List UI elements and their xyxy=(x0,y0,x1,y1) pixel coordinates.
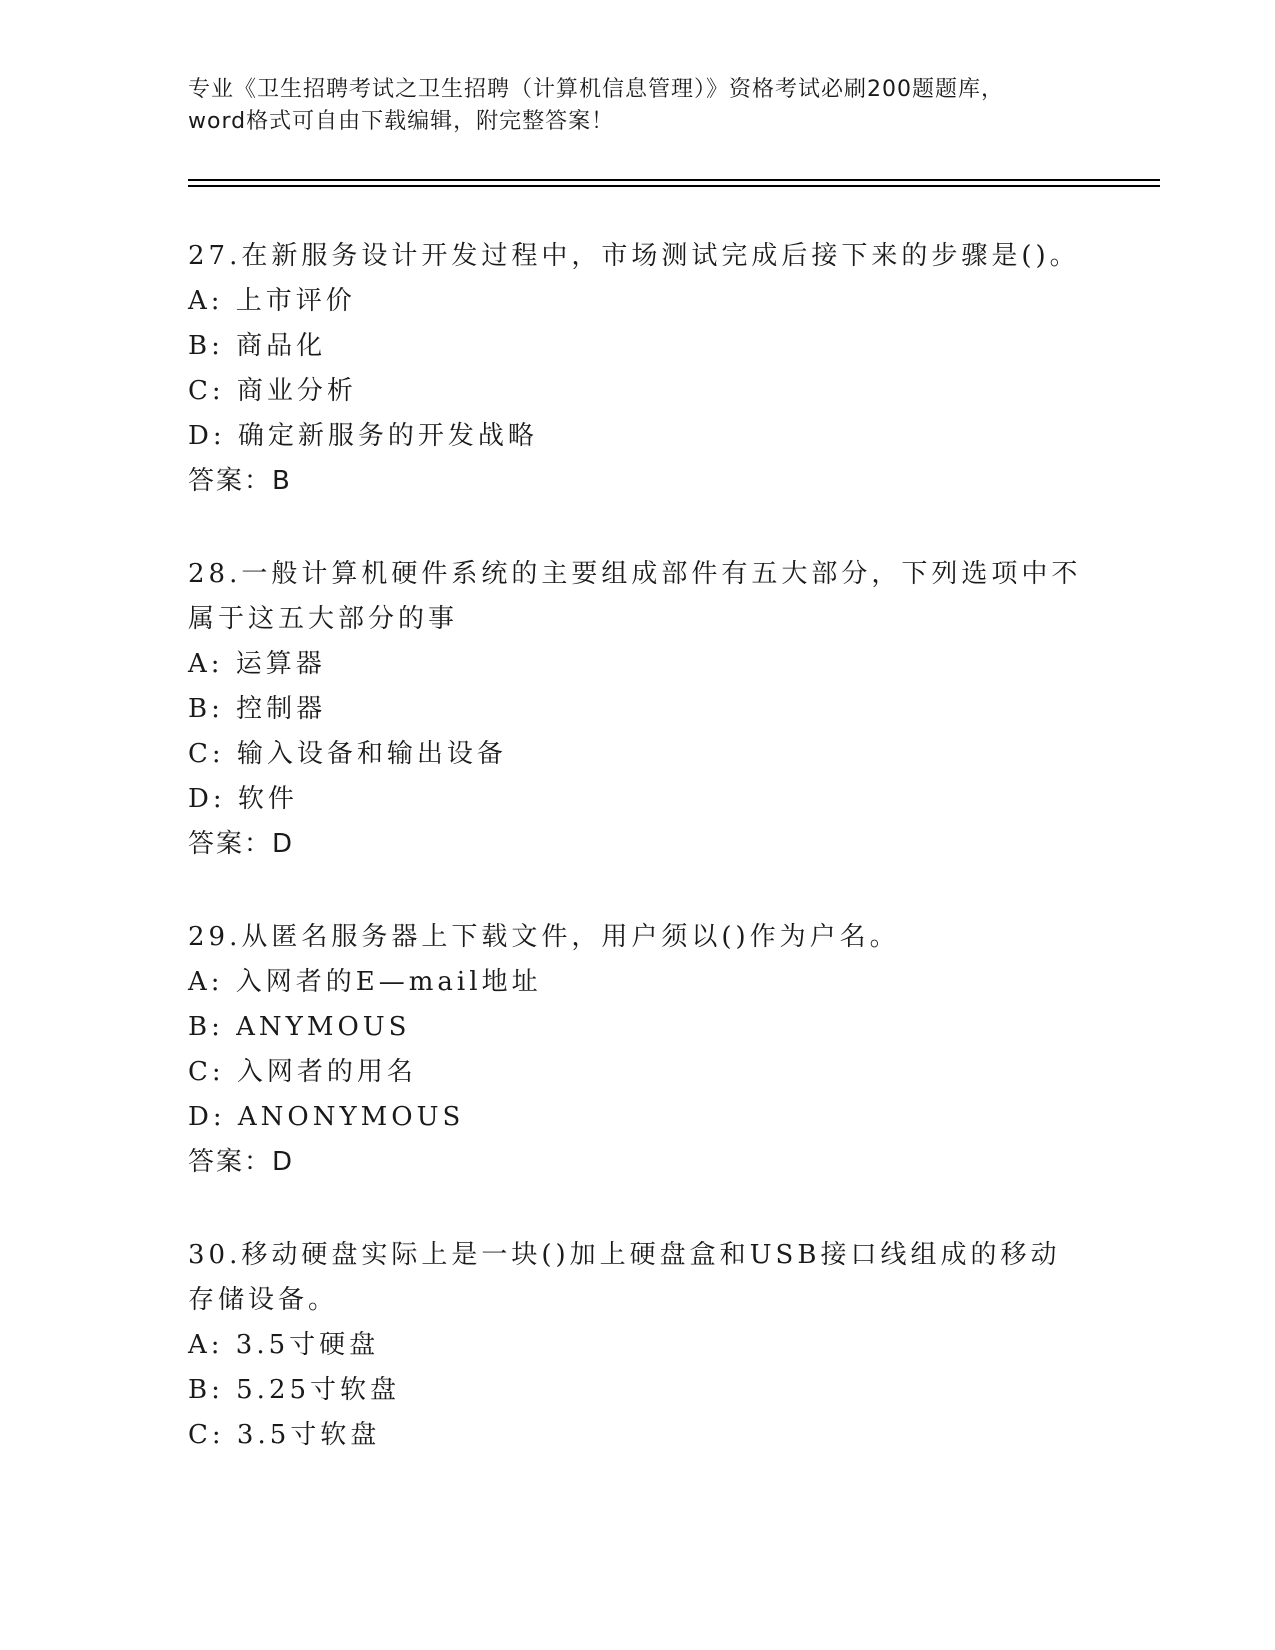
question-text: 30.移动硬盘实际上是一块()加上硬盘盒和USB接口线组成的移动存储设备。 xyxy=(188,1240,1061,1315)
option-a: A: 上市评价 xyxy=(188,286,356,316)
question-27 xyxy=(188,234,1088,504)
option-d: D: 软件 xyxy=(188,784,298,814)
answer-line: 答案：D xyxy=(188,1147,295,1177)
option-b: B: 控制器 xyxy=(188,694,327,724)
question-text: 28.一般计算机硬件系统的主要组成部件有五大部分，下列选项中不属于这五大部分的事 xyxy=(188,559,1082,634)
answer-line: 答案：B xyxy=(188,466,292,496)
header-divider-top xyxy=(188,179,1160,181)
option-c: C: 输入设备和输出设备 xyxy=(188,739,507,769)
question-text: 27.在新服务设计开发过程中，市场测试完成后接下来的步骤是()。 xyxy=(188,241,1080,271)
question-30 xyxy=(188,1233,1088,1458)
question-text: 29.从匿名服务器上下载文件，用户须以()作为户名。 xyxy=(188,922,900,952)
option-c: C: 商业分析 xyxy=(188,376,357,406)
header-line-1: 专业《卫生招聘考试之卫生招聘（计算机信息管理）》资格考试必刷200题题库， xyxy=(188,77,1004,102)
option-a: A: 3.5寸硬盘 xyxy=(188,1330,380,1360)
document-header xyxy=(188,74,1088,138)
option-d: D: 确定新服务的开发战略 xyxy=(188,421,538,451)
answer-line: 答案：D xyxy=(188,829,295,859)
option-c: C: 入网者的用名 xyxy=(188,1057,417,1087)
option-b: B: 商品化 xyxy=(188,331,327,361)
option-b: B: ANYMOUS xyxy=(188,1012,411,1042)
option-b: B: 5.25寸软盘 xyxy=(188,1375,401,1405)
option-d: D: ANONYMOUS xyxy=(188,1102,465,1132)
option-a: A: 入网者的E—mail地址 xyxy=(188,967,542,997)
header-divider-bottom xyxy=(188,185,1160,187)
header-line-2: word格式可自由下载编辑，附完整答案！ xyxy=(188,109,615,134)
question-28 xyxy=(188,552,1088,867)
option-a: A: 运算器 xyxy=(188,649,326,679)
option-c: C: 3.5寸软盘 xyxy=(188,1420,381,1450)
question-29 xyxy=(188,915,1088,1185)
